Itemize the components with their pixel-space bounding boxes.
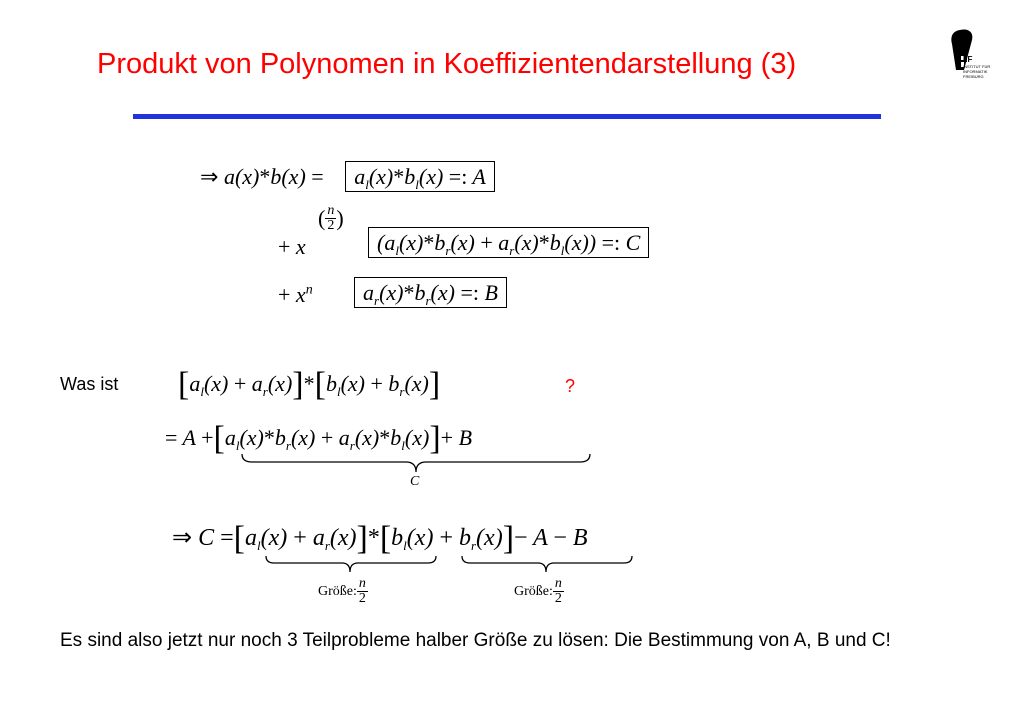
equation-line-2-box: $(a_l(x)*b_r(x) + a_r(x)*b_l(x))$ =: C bbox=[368, 230, 649, 259]
question-expression: $[a_l(x) + a_r(x)]*[b_l(x) + b_r(x)]$ bbox=[178, 366, 441, 403]
size-fraction bbox=[357, 577, 368, 606]
underbrace-right bbox=[460, 554, 636, 574]
size-label-text: Größe: bbox=[514, 584, 553, 600]
size-fraction-numerator: n bbox=[358, 576, 366, 591]
logo-subtext-line: INSTITUT FÜR bbox=[963, 64, 991, 69]
title-divider bbox=[133, 114, 881, 119]
underbrace-left bbox=[264, 554, 440, 574]
size-label-left bbox=[318, 577, 368, 606]
size-label-text: Größe: bbox=[318, 584, 357, 600]
exponent-n-half: ( $\frac{n}{2}$ ) bbox=[318, 203, 344, 233]
size-fraction-numerator: n bbox=[554, 576, 562, 591]
logo-subtext-line: FREIBURG bbox=[963, 74, 984, 79]
expansion-expression: = $A +[a_l(x)*b_r(x) + a_r(x)*b_l(x)]+ B$ bbox=[165, 420, 473, 457]
slide-title: Produkt von Polynomen in Koeffizientendarstellung (3) bbox=[97, 48, 797, 80]
equation-line-3: + $x^n$ bbox=[278, 282, 313, 307]
logo-subtext bbox=[963, 64, 993, 79]
underbrace-c-label: C bbox=[410, 474, 420, 489]
size-fraction bbox=[553, 577, 564, 606]
size-fraction-denominator: 2 bbox=[358, 591, 366, 606]
equation-line-1: ⇒ $a(x)*b(x) = a_l(x)*b_l(x)$ =: A bbox=[200, 164, 495, 193]
logo-text: IIF bbox=[963, 55, 973, 64]
implication-expression: ⇒ $C =[a_l(x) + a_r(x)]*[b_l(x) + b_r(x)]- A - B$ bbox=[172, 520, 588, 557]
question-label: Was ist bbox=[60, 374, 119, 394]
size-label-right bbox=[514, 577, 564, 606]
equation-line-3-box: $a_r(x)*b_r(x)$ =: B bbox=[354, 280, 507, 309]
equation-line-2: + x bbox=[278, 234, 306, 259]
conclusion-text: Es sind also jetzt nur noch 3 Teilprobleme halber Größe zu lösen: Die Bestimmung von A, B und C! bbox=[60, 630, 891, 651]
underbrace-c bbox=[240, 452, 592, 474]
size-fraction-denominator: 2 bbox=[554, 591, 562, 606]
question-mark: ? bbox=[565, 376, 576, 396]
iif-logo bbox=[938, 26, 994, 82]
logo-subtext-line: INFORMATIK bbox=[963, 69, 988, 74]
